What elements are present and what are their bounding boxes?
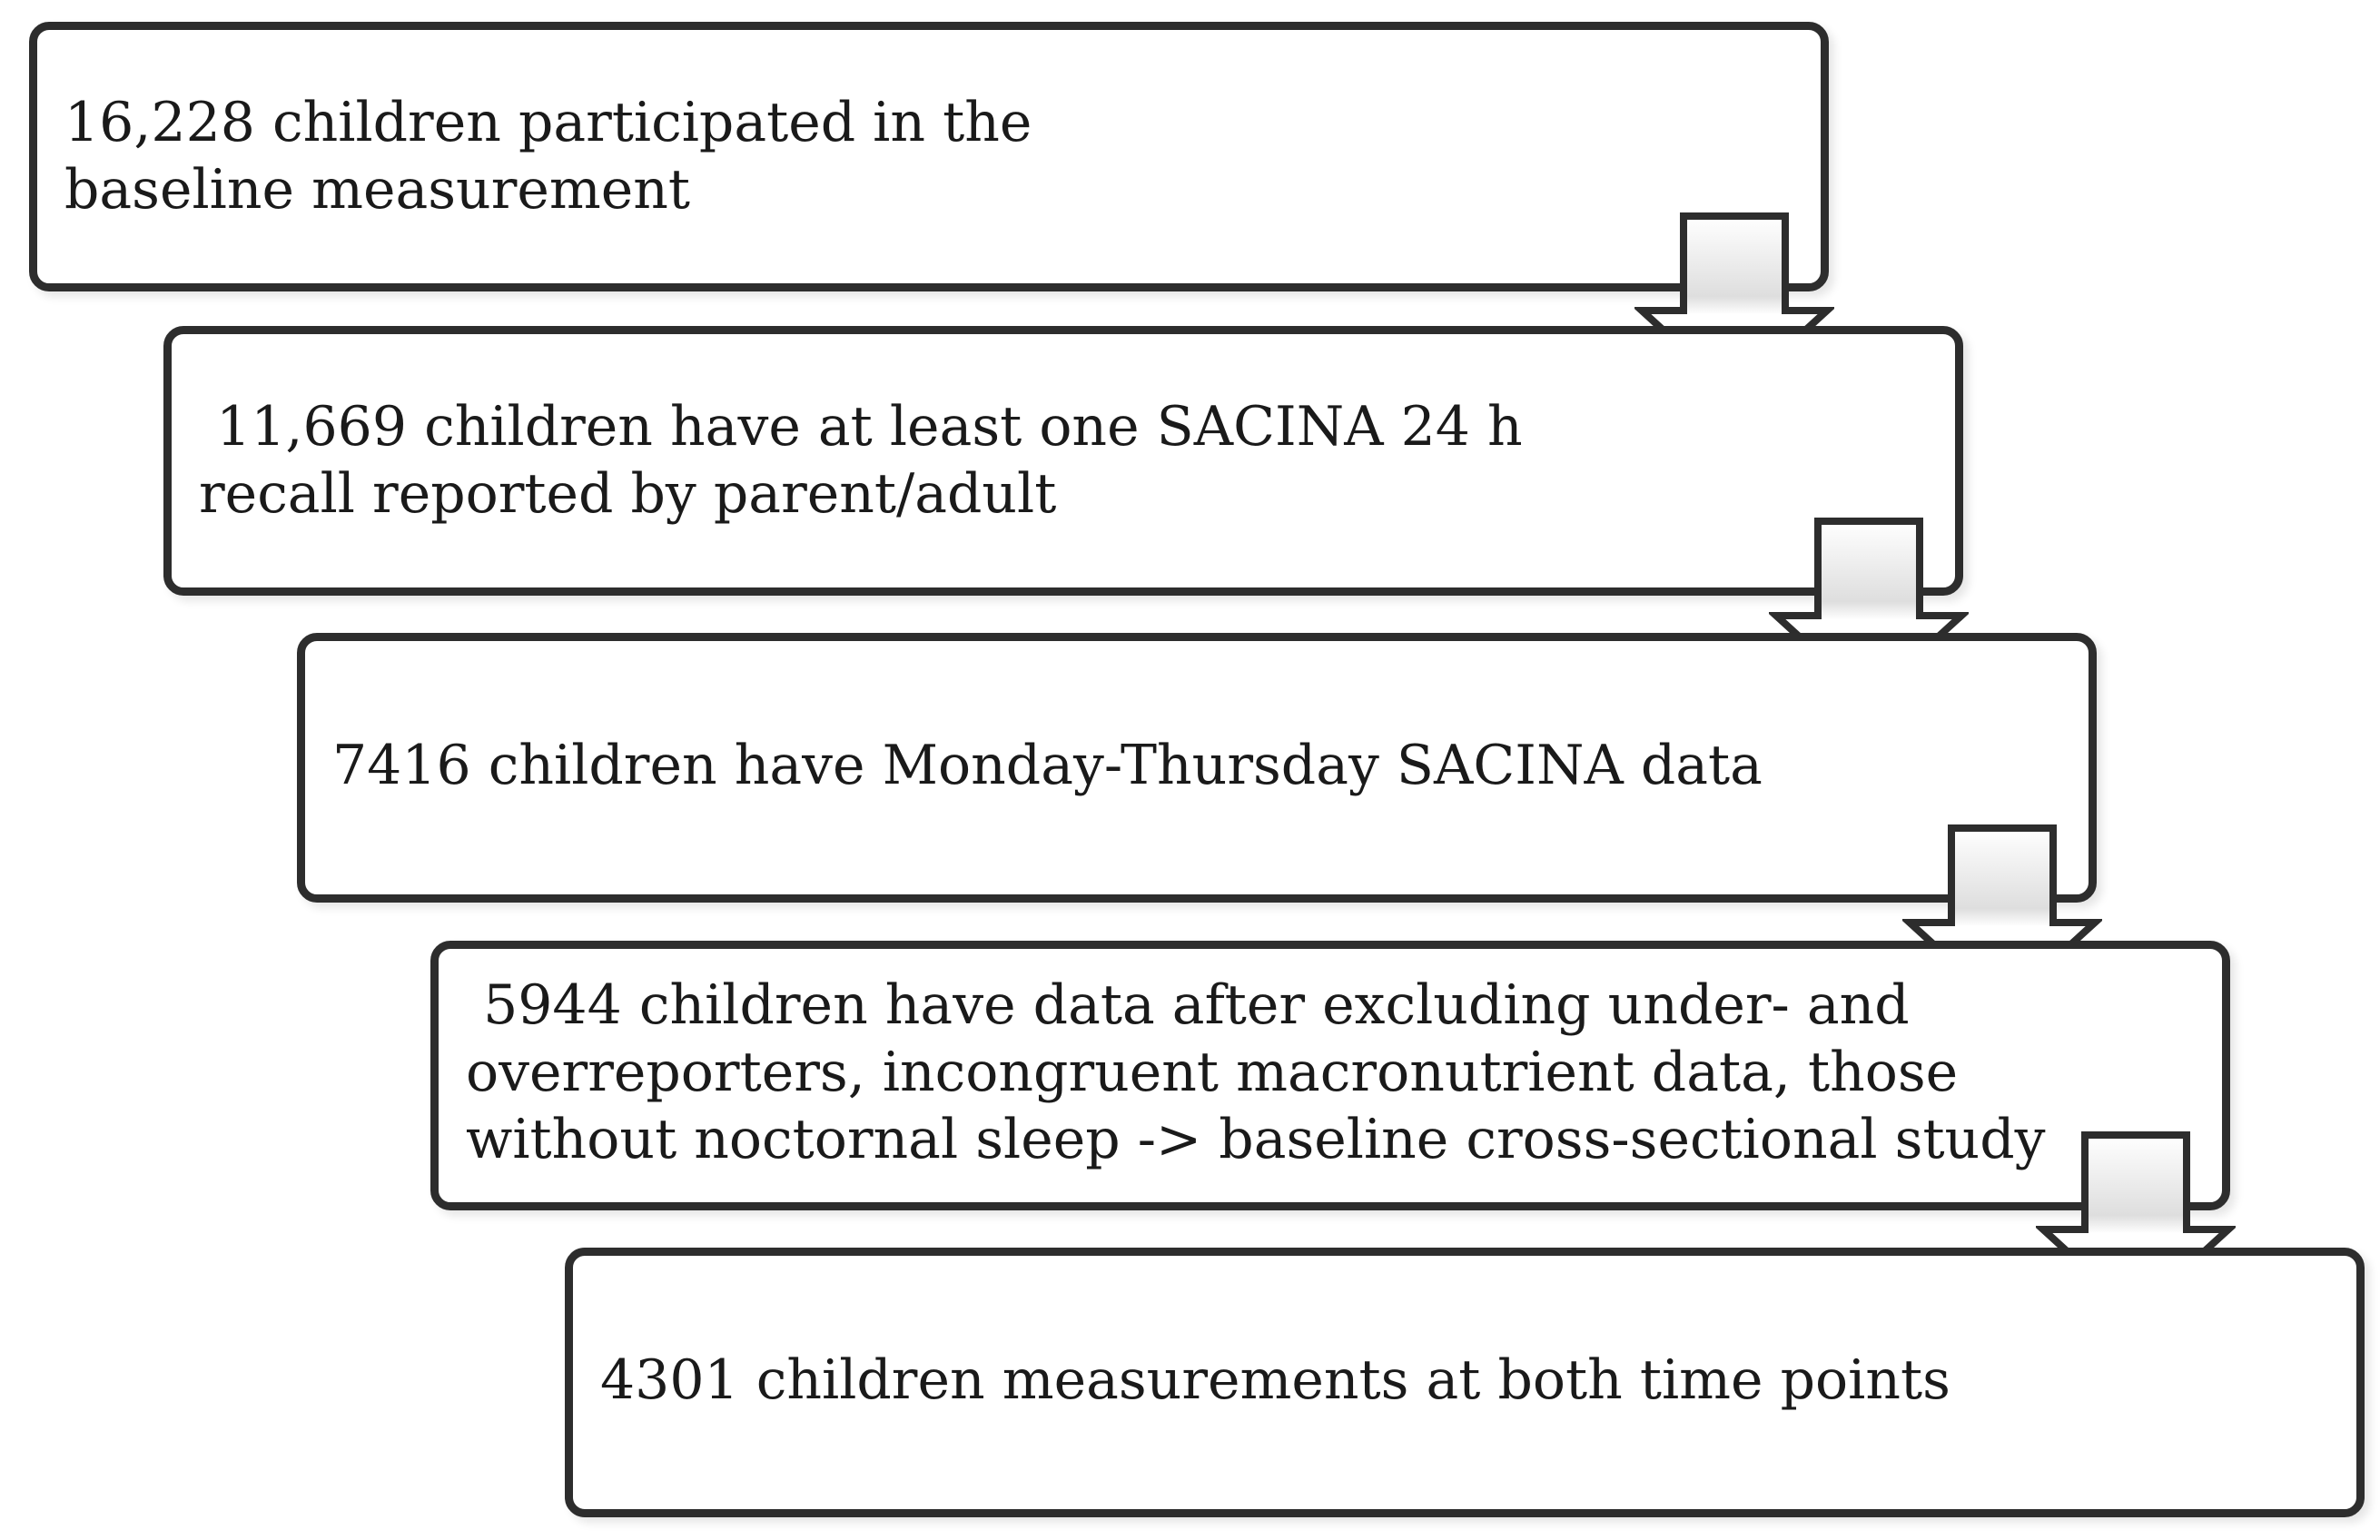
step-text-1 <box>64 89 1032 223</box>
step-text-2 <box>199 393 1523 528</box>
step-4-line-3: without noctornal sleep -> baseline cross-sectional study <box>466 1108 2046 1171</box>
step-text-4 <box>466 972 2046 1173</box>
step-box-3 <box>297 633 2097 903</box>
step-1-line-1: 16,228 children participated in the <box>64 91 1032 154</box>
step-1-line-2: baseline measurement <box>64 158 691 222</box>
step-4-line-2: overreporters, incongruent macronutrient data, those <box>466 1041 1959 1104</box>
step-text-3 <box>332 732 1763 799</box>
step-2-line-1: 11,669 children have at least one SACINA 24 h <box>199 395 1523 459</box>
step-5-line-1: 4301 children measurements at both time points <box>600 1348 1950 1412</box>
step-3-line-1: 7416 children have Monday-Thursday SACINA data <box>332 734 1763 797</box>
step-box-5 <box>565 1248 2365 1517</box>
step-4-line-1: 5944 children have data after excluding under- and <box>466 973 1910 1037</box>
step-text-5 <box>600 1347 1950 1414</box>
step-box-2 <box>163 326 1963 596</box>
step-box-1 <box>29 22 1829 291</box>
step-2-line-2: recall reported by parent/adult <box>199 462 1057 526</box>
step-box-4 <box>430 941 2230 1210</box>
